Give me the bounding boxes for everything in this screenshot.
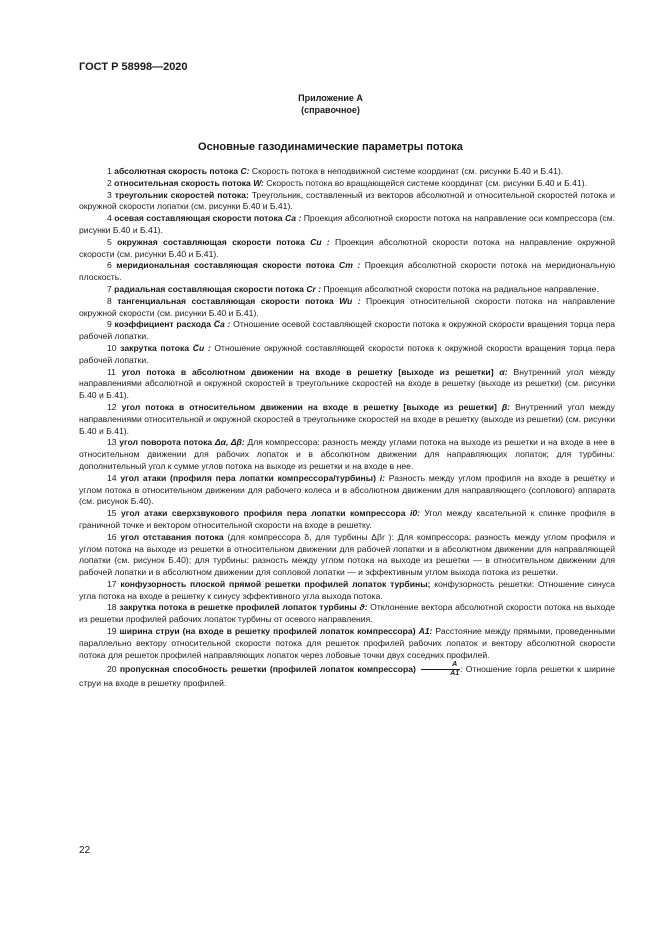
definition-item: 9 коэффициент расхода C̅a : Отношение осевой составляющей скорости потока к окружной скорости вращения торца пера рабочей лопатки.: [79, 319, 615, 342]
definition-item: 11 угол потока в абсолютном движении на входе в решетку [выходе из решетки] α: Внутренний угол между направлениями абсолютной и окружной скоростей в треугольнике скоростей на входе в решетку (выходе из решетки) (см. рисунки Б.40 и Б.41).: [79, 366, 615, 401]
definition-item: 2 относительная скорость потока W: Скорость потока во вращающейся системе координат (см. рисунки Б.40 и Б.41).: [107, 177, 587, 188]
definition-item: 5 окружная составляющая скорости потока Cu : Проекция абсолютной скорости потока на направление окружной скорости (см. рисунки Б.40 и Б.41).: [79, 236, 615, 259]
definition-item: 7 радиальная составляющая скорости потока Cr : Проекция абсолютной скорости потока на радиальное направление.: [107, 283, 599, 294]
ratio-fraction: $\frac{A}{A1}$: [421, 661, 460, 678]
definition-item: 8 тангенциальная составляющая скорости потока Wu : Проекция относительной скорости потока на направление окружной скорости (см. рисунки Б.40 и Б.41).: [79, 295, 615, 318]
definition-item: 12 угол потока в относительном движении на входе в решетку [выходе из решетки] β: Внутренний угол между направлениями относительной и окружной скоростей в треугольнике скоростей на входе в решетку (выходе из решетки) (см. рисунки Б.40 и Б.41).: [79, 401, 615, 436]
definition-item: 19 ширина струи (на входе в решетку профилей лопаток компрессора) A1: Расстояние между прямыми, проведенными параллельно вектору относительной скорости потока для решеток профилей рабочих лопаток и вектору абсолютной скорости потока для решеток профилей направляющих лопаток через лобовые точки двух соседних профилей.: [79, 626, 616, 660]
definition-item: 10 закрутка потока C̅u : Отношение окружной составляющей скорости потока к окружной скорости вращения торца пера рабочей лопатки.: [79, 342, 616, 365]
definition-item: 17 конфузорность плоской прямой решетки профилей лопаток турбины; конфузорность решетки: Отношение синуса угла потока на входе в решетку к синусу эффективного угла выхода потока.: [79, 578, 616, 601]
page-number: 22: [79, 845, 91, 856]
definitions-list: [79, 166, 615, 690]
definition-item: 13 угол поворота потока Δα, Δβ: Для компрессора: разность между углами потока на выходе из решетки и на входе в нее в относительном движении для рабочих лопаток и в абсолютном движении для направляющих лопаток; для турбины: дополнительный угол к сумме углов потока на выходе из решетки и на входе в нее.: [79, 437, 615, 471]
definition-item: 4 осевая составляющая скорости потока Ca : Проекция абсолютной скорости потока на направление оси компрессора (см. рисунки Б.40 и Б.41).: [79, 213, 616, 235]
document-header: ГОСТ Р 58998—2020: [79, 61, 188, 73]
appendix-title: Приложение А: [298, 93, 363, 103]
definition-item: 3 треугольник скоростей потока: Треугольник, составленный из векторов абсолютной и относительной скоростей потока и окружной скорости лопатки (см. рисунки Б.40 и Б.41).: [79, 189, 615, 212]
definition-item: 16 угол отставания потока (для компрессора δ, для турбины Δβr ): Для компрессора: разность между углом профиля и углом потока на выходе из решетки в относительном движении для рабочей лопатки и в абсолютном движении для направляющей лопатки (см. рисунок Б.40); для турбины: разность между углом потока на выходе из решетки — в относительном движении для рабочей лопатки и в абсолютном движении для сопловой лопатки — и эффективным углом выхода потока из решетки.: [79, 531, 615, 578]
definition-item: 15 угол атаки сверхзвукового профиля пера лопатки компрессора i0: Угол между касательной к спинке профиля в граничной точке и вектором относительной скорости на входе в решетку.: [79, 508, 616, 530]
definition-item: 1 абсолютная скорость потока C: Скорость потока в неподвижной системе координат (см. рисунки Б.40 и Б.41).: [107, 166, 564, 176]
appendix-note: (справочное): [301, 105, 360, 115]
definition-item: 18 закрутка потока в решетке профилей лопаток турбины ϑ: Отклонение вектора абсолютной скорости потока на выходе из решетки профилей рабочих лопаток турбины от осевого направления.: [79, 602, 616, 625]
definition-item: 14 угол атаки (профиля пера лопатки компрессора/турбины) i: Разность между углом профиля на входе в решетку и углом потока в относительном движении для рабочего колеса и в абсолютном движении для направляющего (соплового) аппарата (см. рисунок Б.40).: [79, 472, 615, 507]
definition-item: 6 меридиональная составляющая скорости потока Cm : Проекция абсолютной скорости потока на меридиональную плоскость.: [79, 260, 616, 283]
section-title: Основные газодинамические параметры потока: [198, 141, 463, 153]
definition-item: 20 пропускная способность решетки (профилей лопаток компрессора) $\frac{A}{A1}$ : Отношение горла решетки к ширине струи на входе в решетку профилей.: [79, 661, 616, 689]
